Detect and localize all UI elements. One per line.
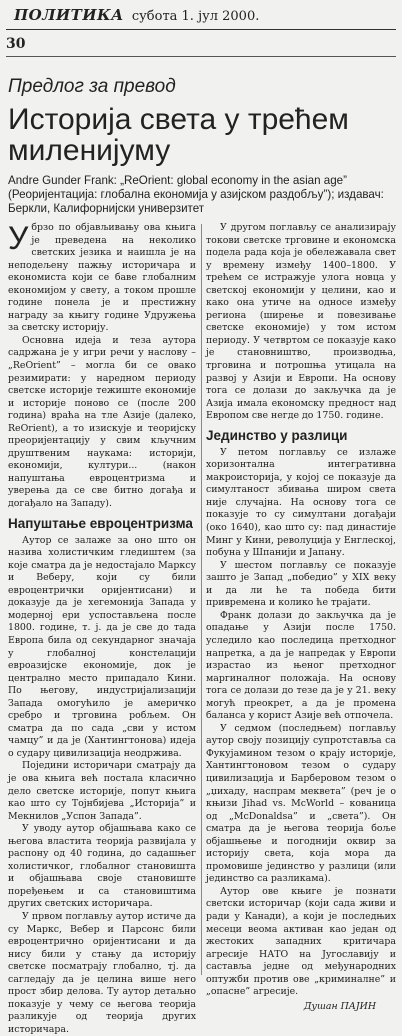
article-paragraph: У шестом поглављу се показује зашто је Запад „победио” у XIX веку и да ли ће та победа бити привремена и колико ће трајати. (206, 559, 396, 609)
article-paragraph: У уводу аутор објашњава како се његова властита теорија развијала у распону од 40 година, до садашњег холистичког, глобалног становишта и објашњава своје становиште поређењем и са становиштима других светских историчара. (8, 823, 196, 910)
right-column (206, 222, 396, 1012)
author-signature: Душан ПАЈИН (303, 1000, 376, 1012)
paragraph-text: брзо по објављивању ова књига је преведена на неколико светских језика и наишла је на неподељену пажњу историчара и економиста који се баве глобалним економијом у свету, а током прошле године понела је и престижну награду за књигу године Удружења за светску историју. (8, 222, 196, 334)
article-kicker: Предлог за превод (8, 76, 176, 97)
masthead (14, 6, 396, 28)
issue-date: субота 1. јул 2000. (131, 9, 260, 24)
drop-cap: У (8, 220, 29, 256)
article-paragraph: Аутор се залаже за оно што он назива холистичким гледиштем (за које сматра да је недостајало Марксу и Веберу, који су били евроцентрички оријентисани) и доказује да је хегемонија Запада у модерној ери успостављена после 1800. године, т. ј. да је све до тада Европа била од секундарног значаја у глобалној констелацији евроазијске економије, док је централно место припадало Кини. По његову, индустријализацији Запада омогућило је америчко сребро и трговина робљем. Он сматра да по сада „сви у истом чамцу” и да је (Хантингтонова) идеја о судару цивилизација неодржива. (8, 534, 196, 759)
article-byline: Andre Gunder Frank: „ReOrient: global economy in the asian age” (Реоријентација: глобална економија у азијском раздобљу”); издавач: Беркли, Калифорнијски универзитет (8, 174, 384, 215)
article-paragraph: У првом поглављу аутор истиче да су Маркс, Вебер и Парсонс били евроцентрично оријентисани и да нису били у стању да историју светске посматрају глобално, тј. да сагледају да је целина више него прост збир делова. Ту аутор детаљно показује у чему се његова теорија разликује од теорија других историчара. (8, 910, 196, 1035)
section-subhead: Напуштање евроцентризма (8, 515, 193, 531)
page-number: 30 (6, 36, 26, 52)
article-paragraph (8, 222, 196, 335)
newspaper-name: ПОЛИТИКА (14, 6, 124, 24)
article-paragraph: У петом поглављу се излаже хоризонтална интегративна макроисторија, у којој се показује да симултаност збивања широм света није случајна. На основу тога се показује то су симултани догађаји (око 1640), као што су: пад династије Минг у Кини, револуција у Енглеској, побуна у Шпанији и Јапану. (206, 446, 396, 559)
masthead-rule (6, 29, 396, 30)
article-paragraph: Франк долази до закључка да је опадање у Азији после 1750. уследило као последица претходног напретка, а да је напредак у Европи израстао из њеног претходног маргиналног положаја. На основу тога се долази до тезе да је у 21. веку могућ преокрет, а да је промена баланса у корист Азије већ отпочела. (206, 609, 396, 722)
column-divider (201, 224, 202, 975)
article-paragraph: Аутор ове књиге је познати светски историчар (који сада живи и ради у Канади), а који је последњих месеци веома активан као један од жестоких западних критичара агресије НАТО на Југославију и саставља једне од међународних оптужби против ове „криминалне” и „опасне” агресије. (206, 885, 396, 998)
article-headline: Историја света у трећем миленијуму (8, 103, 349, 167)
article-paragraph: У другом поглављу се анализирају токови светске трговине и економска подела рада која је обележавала свет у времену између 1400–1800. У трећем се истражује улога новца у светској економији у целини, као и како она утиче на односе између региона (ширење и повезивање светске економије) у том истом периоду. У четвртом се показује како је становништво, производња, трговина и потрошња утицала на развој у Азији и Европи. На основу тога се долази до закључка да је Азија имала економску предност над Европом све негде до 1750. године. (206, 222, 396, 422)
page-rule (6, 56, 396, 57)
article-paragraph: У седмом (последњем) поглављу аутор своју позицију супротставља са Фукујамином тезом о крају историје, Хантингтоновом тезом о судару цивилизација и Барберовом тезом о „џихаду, наспрам меквета” (реч је о књизи Jihad vs. McWorld – кованица од „McDonaldsa” и „света”). Он сматра да је његова теорија боље објашњење и погоднији оквир за историју света, која мора да промовише јединство у разлици (или јединство са разликама). (206, 722, 396, 885)
section-subhead: Јединство у разлици (206, 427, 348, 443)
article-paragraph: Поједини историчари сматрају да је ова књига већ постала класично дело светске историје, попут књига као што су Тојнбијева „Историја” и Мекнилов „Успон Запада”. (8, 760, 196, 822)
article-paragraph: Основна идеја и теза аутора садржана је у игри речи у наслову – „ReOrient” – могла би се овако резимирати: у наредном периоду светске историје тежиште економије и историје поново се (после 200 година) враћа на тле Азије (далеко, ReOrient), а то изискује и теоријску преоријентацију у свим кључним друштвеним наукама: историји, економији, култури... (након напуштања евроцентризма и уверења да се све битно догађа и догађало на Западу). (8, 334, 196, 510)
left-column (8, 220, 196, 1035)
